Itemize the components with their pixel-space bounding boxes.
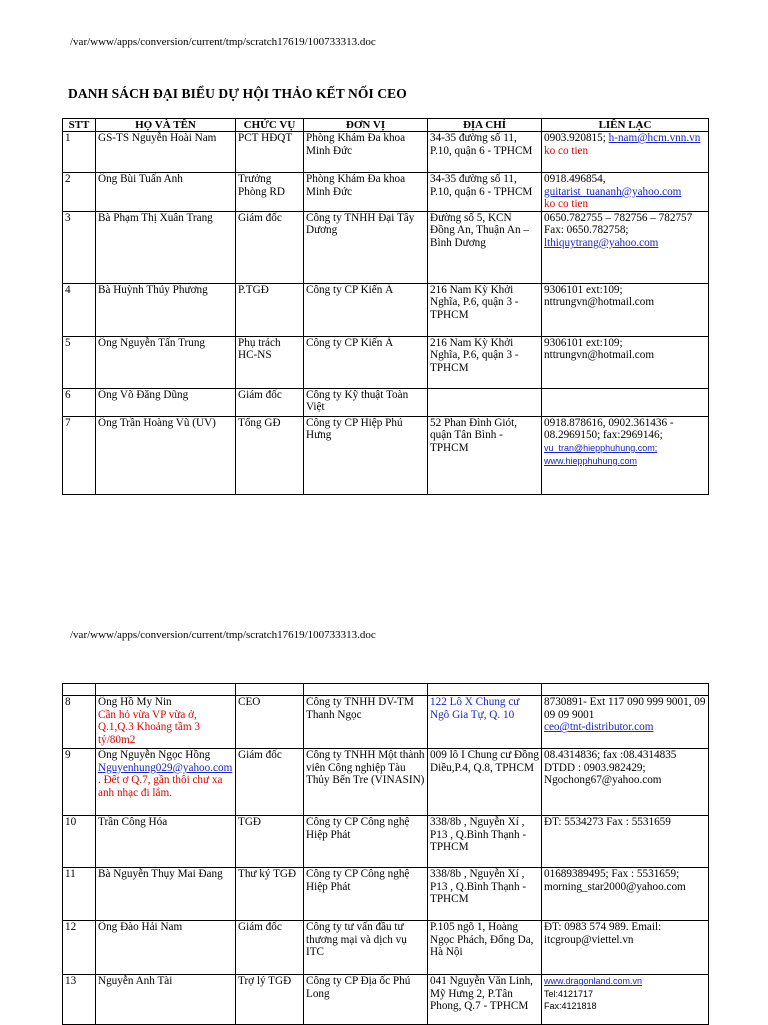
table-row (63, 336, 709, 388)
cell-name: Bà Phạm Thị Xuân Trang (96, 211, 236, 283)
cell-name: Ông Nguyễn Tấn Trung (96, 336, 236, 388)
cell-name: GS-TS Nguyễn Hoài Nam (96, 132, 236, 173)
cell-unit: Công ty Kỹ thuật Toàn Việt (304, 388, 428, 416)
cell-contact (542, 388, 709, 416)
cell-name: Ông Bùi Tuấn Anh (96, 173, 236, 212)
cell-unit: Công ty CP Hiệp Phú Hưng (304, 416, 428, 494)
table-row (63, 283, 709, 336)
cell-position: Trợ lý TGĐ (236, 975, 304, 1025)
cell-position: CEO (236, 696, 304, 749)
delegate-table-page-1 (62, 118, 709, 495)
table-row (63, 816, 709, 868)
cell-address: 009 lô I Chung cư Đồng Diều,P.4, Q.8, TPHCM (428, 749, 542, 816)
table-row (63, 868, 709, 921)
cell-name: Ông Võ Đăng Dũng (96, 388, 236, 416)
cell-stt: 13 (63, 975, 96, 1025)
delegate-name: Ông Nguyễn Ngọc Hồng (98, 749, 211, 761)
cell-contact (542, 132, 709, 173)
cell-address: 338/8b , Nguyễn Xí , P13 , Q.Bình Thạnh - TPHCM (428, 816, 542, 868)
column-header-position: CHỨC VỤ (236, 119, 304, 132)
cell-name: Ông Trần Hoàng Vũ (UV) (96, 416, 236, 494)
cell-unit: Công ty TNHH DV-TM Thanh Ngọc (304, 696, 428, 749)
cell-contact (542, 975, 709, 1025)
cell-address: 041 Nguyễn Văn Linh, Mỹ Hưng 2, P.Tân Phong, Q.7 - TPHCM (428, 975, 542, 1025)
column-header-name: HỌ VÀ TÊN (96, 119, 236, 132)
cell-unit: Công ty CP Công nghệ Hiệp Phát (304, 868, 428, 921)
cell-unit: Công ty tư vấn đầu tư thương mại và dịch vụ ITC (304, 921, 428, 975)
cell-position: Trưởng Phòng RD (236, 173, 304, 212)
table-row (63, 173, 709, 212)
contact-phone: 0918.496854, (544, 173, 606, 185)
cell-position: PCT HĐQT (236, 132, 304, 173)
cell-unit: Công ty CP Kiến Á (304, 283, 428, 336)
cell-address: 122 Lô X Chung cư Ngô Gia Tự, Q. 10 (428, 696, 542, 749)
cell-stt: 7 (63, 416, 96, 494)
cell-unit: Công ty TNHH Đại Tây Dương (304, 211, 428, 283)
cell-position: Giám đốc (236, 921, 304, 975)
contact-phone: 0918.878616, 0902.361436 - 08.2969150; fax:2969146; (544, 416, 674, 442)
column-header-contact: LIÊN LẠC (542, 119, 709, 132)
table-row (63, 416, 709, 494)
cell-contact: 9306101 ext:109; nttrungvn@hotmail.com (542, 283, 709, 336)
cell-unit: Công ty CP Công nghệ Hiệp Phát (304, 816, 428, 868)
table-header-row (63, 119, 709, 132)
cell-position: Giám đốc (236, 211, 304, 283)
cell-unit: Công ty TNHH Một thành viên Công nghiệp Tàu Thủy Bến Tre (VINASIN) (304, 749, 428, 816)
delegate-table-page-2 (62, 683, 709, 1025)
cell-position: Giám đốc (236, 749, 304, 816)
cell-name: Trần Công Hóa (96, 816, 236, 868)
cell-position: TGĐ (236, 816, 304, 868)
cell-address: P.105 ngõ 1, Hoàng Ngọc Phách, Đống Da, Hà Nội (428, 921, 542, 975)
cell-address: 216 Nam Kỳ Khởi Nghĩa, P.6, quận 3 - TPHCM (428, 283, 542, 336)
cell-unit: Phòng Khám Đa khoa Minh Đức (304, 132, 428, 173)
cell-contact (542, 696, 709, 749)
cell-stt: 6 (63, 388, 96, 416)
cell-address: 52 Phan Đình Giót, quận Tân Bình - TPHCM (428, 416, 542, 494)
table-row (63, 975, 709, 1025)
cell-address (428, 388, 542, 416)
cell-unit: Công ty CP Địa ốc Phú Long (304, 975, 428, 1025)
table-row (63, 921, 709, 975)
cell-position: Tổng GĐ (236, 416, 304, 494)
cell-contact: 01689389495; Fax : 5531659; morning_star2000@yahoo.com (542, 868, 709, 921)
table-row (63, 211, 709, 283)
contact-phone: 0650.782755 – 782756 – 782757 Fax: 0650.782758; (544, 211, 693, 237)
table-row (63, 696, 709, 749)
contact-tel: Tel:4121717 (544, 988, 594, 999)
cell-name: Nguyễn Anh Tài (96, 975, 236, 1025)
table-row (63, 749, 709, 816)
table-spacer-row (63, 684, 709, 696)
cell-address: 338/8b , Nguyễn Xí , P13 , Q.Bình Thạnh - TPHCM (428, 868, 542, 921)
cell-contact: ĐT: 5534273 Fax : 5531659 (542, 816, 709, 868)
delegate-name: Ông Hồ My Nin (98, 696, 172, 708)
column-header-address: ĐỊA CHỈ (428, 119, 542, 132)
cell-unit: Công ty CP Kiến Á (304, 336, 428, 388)
contact-email-link[interactable]: guitarist_tuananh@yahoo.com (544, 185, 682, 198)
cell-contact: 08.4314836; fax :08.4314835 DTDD : 0903.982429; Ngochong67@yahoo.com (542, 749, 709, 816)
contact-email-link[interactable]: h-nam@hcm.vnn.vn (608, 132, 701, 144)
cell-name: Ông Đào Hải Nam (96, 921, 236, 975)
cell-name: Bà Nguyễn Thụy Mai Đang (96, 868, 236, 921)
cell-name (96, 696, 236, 749)
cell-address: Đường số 5, KCN Đồng An, Thuận An – Bình Dương (428, 211, 542, 283)
contact-fax: Fax:4121818 (544, 1001, 597, 1012)
file-path-header-page-2: /var/www/apps/conversion/current/tmp/scratch17619/100733313.doc (70, 629, 376, 641)
file-path-header: /var/www/apps/conversion/current/tmp/scratch17619/100733313.doc (70, 36, 376, 48)
cell-stt: 12 (63, 921, 96, 975)
delegate-note: Cần hỏ vừa VP vừa ở, Q.1,Q.3 Khoảng tầm 3 tỷ/80m2 (98, 708, 200, 746)
contact-email-link[interactable]: lthiquytrang@yahoo.com (544, 236, 659, 249)
cell-contact (542, 173, 709, 212)
cell-unit: Phòng Khám Đa khoa Minh Đức (304, 173, 428, 212)
cell-position: P.TGĐ (236, 283, 304, 336)
contact-note: ko co tien (544, 198, 589, 211)
cell-stt: 2 (63, 173, 96, 212)
cell-stt: 9 (63, 749, 96, 816)
table-row (63, 388, 709, 416)
cell-stt: 8 (63, 696, 96, 749)
cell-position: Giám đốc (236, 388, 304, 416)
contact-email-link[interactable]: ceo@tnt-distributor.com (544, 721, 654, 734)
contact-website-link[interactable]: www.hiepphuhung.com (544, 455, 638, 466)
cell-address: 34-35 đường số 11, P.10, quận 6 - TPHCM (428, 132, 542, 173)
cell-contact (542, 416, 709, 494)
contact-note: ko co tien (544, 144, 589, 157)
cell-name (96, 749, 236, 816)
table-row (63, 132, 709, 173)
cell-stt: 3 (63, 211, 96, 283)
cell-stt: 10 (63, 816, 96, 868)
column-header-stt: STT (63, 119, 96, 132)
cell-position: Thư ký TGĐ (236, 868, 304, 921)
cell-stt: 11 (63, 868, 96, 921)
contact-phone: 0903.920815; (544, 132, 606, 144)
cell-stt: 5 (63, 336, 96, 388)
contact-phone: 8730891- Ext 117 090 999 9001, 09 09 09 9001 (544, 696, 706, 721)
delegate-email-link[interactable]: Nguyenhung029@yahoo.com (98, 761, 233, 774)
cell-position: Phụ trách HC-NS (236, 336, 304, 388)
contact-website-link[interactable]: www.dragonland.com.vn (544, 976, 643, 986)
cell-contact (542, 211, 709, 283)
cell-stt: 1 (63, 132, 96, 173)
cell-contact: 9306101 ext:109; nttrungvn@hotmail.com (542, 336, 709, 388)
delegate-note: . Đết ơ Q.7, gần thôi chư xa anh nhạc đi lắm. (98, 774, 223, 799)
cell-address: 34-35 đường số 11, P.10, quận 6 - TPHCM (428, 173, 542, 212)
document-title: DANH SÁCH ĐẠI BIỂU DỰ HỘI THẢO KẾT NỐI CEO (68, 86, 407, 101)
cell-name: Bà Huỳnh Thúy Phương (96, 283, 236, 336)
cell-contact: ĐT: 0983 574 989. Email: itcgroup@viettel.vn (542, 921, 709, 975)
cell-address: 216 Nam Kỳ Khởi Nghĩa, P.6, quận 3 - TPHCM (428, 336, 542, 388)
column-header-unit: ĐƠN VỊ (304, 119, 428, 132)
cell-stt: 4 (63, 283, 96, 336)
contact-email-link[interactable]: vu_tran@hiepphuhung.com; (544, 442, 658, 453)
